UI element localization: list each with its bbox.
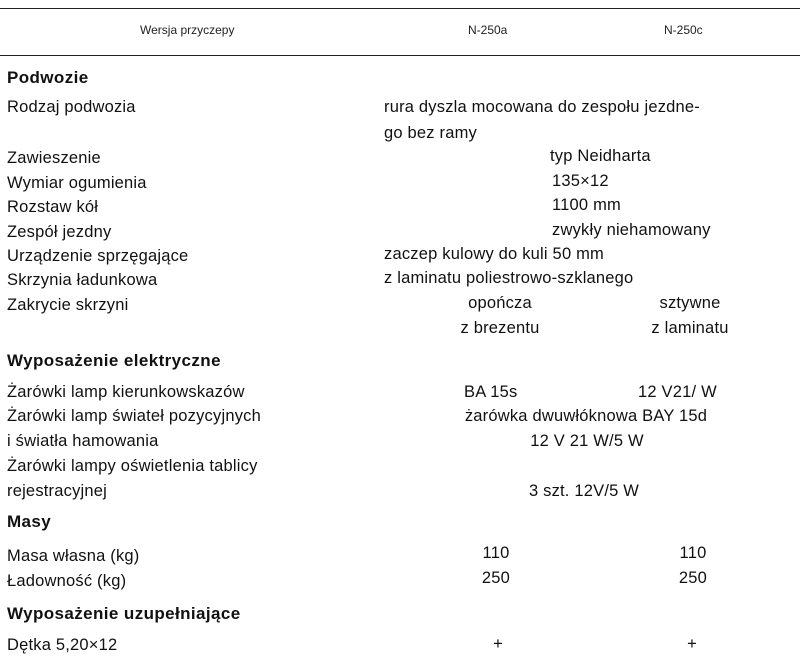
row-value-running-gear: zwykły niehamowany bbox=[552, 221, 711, 239]
row-label-plate-lamp-line1: Żarówki lampy oświetlenia tablicy bbox=[7, 457, 258, 475]
row-label-own-mass: Masa własna (kg) bbox=[7, 547, 140, 565]
header-version-label: Wersja przyczepy bbox=[140, 23, 235, 37]
row-value-cargo-box: z laminatu poliestrowo-szklanego bbox=[384, 269, 634, 287]
row-label-running-gear: Zespół jezdny bbox=[7, 223, 112, 241]
row-label-inner-tube: Dętka 5,20×12 bbox=[7, 636, 118, 654]
section-title-masses: Masy bbox=[7, 512, 52, 531]
row-label-position-bulbs-line2: i światła hamowania bbox=[7, 432, 159, 450]
row-value-payload-n250a: 250 bbox=[481, 569, 511, 587]
row-value-suspension: typ Neidharta bbox=[550, 147, 651, 165]
row-label-chassis-type: Rodzaj podwozia bbox=[7, 98, 136, 116]
row-value-box-cover-n250a-line2: z brezentu bbox=[460, 319, 540, 337]
row-value-tyre-size: 135×12 bbox=[552, 172, 609, 190]
row-value-wheel-track: 1100 mm bbox=[552, 196, 621, 214]
row-label-cargo-box: Skrzynia ładunkowa bbox=[7, 271, 158, 289]
row-label-plate-lamp-line2: rejestracyjnej bbox=[7, 482, 108, 500]
row-value-plate-lamp: 3 szt. 12V/5 W bbox=[528, 482, 640, 500]
row-label-coupling: Urządzenie sprzęgające bbox=[7, 247, 189, 265]
row-value-indicator-bulbs-n250a: BA 15s bbox=[464, 383, 518, 401]
section-title-chassis: Podwozie bbox=[7, 68, 89, 87]
header-col-n250c: N-250c bbox=[664, 23, 703, 37]
section-title-extra-equipment: Wyposażenie uzupełniające bbox=[7, 604, 241, 623]
row-value-position-bulbs-line2: 12 V 21 W/5 W bbox=[530, 432, 644, 450]
header-col-n250a: N-250a bbox=[468, 23, 508, 37]
row-value-own-mass-n250a: 110 bbox=[482, 544, 510, 562]
section-title-electrical: Wyposażenie elektryczne bbox=[7, 351, 221, 370]
row-label-wheel-track: Rozstaw kół bbox=[7, 198, 99, 216]
row-value-box-cover-n250a-line1: opończa bbox=[468, 294, 532, 312]
row-value-own-mass-n250c: 110 bbox=[679, 544, 707, 562]
row-label-box-cover: Zakrycie skrzyni bbox=[7, 296, 129, 314]
row-value-chassis-type-line1: rura dyszla mocowana do zespołu jezdne- bbox=[384, 98, 700, 116]
row-value-position-bulbs-line1: żarówka dwuwłóknowa BAY 15d bbox=[464, 407, 708, 425]
row-value-inner-tube-n250a: + bbox=[493, 635, 503, 653]
top-rule bbox=[0, 8, 800, 9]
row-label-tyre-size: Wymiar ogumienia bbox=[7, 174, 147, 192]
row-value-payload-n250c: 250 bbox=[678, 569, 708, 587]
row-value-indicator-bulbs-n250c: 12 V21/ W bbox=[638, 383, 717, 401]
row-label-position-bulbs-line1: Żarówki lamp świateł pozycyjnych bbox=[7, 407, 261, 425]
row-value-coupling: zaczep kulowy do kuli 50 mm bbox=[384, 245, 604, 263]
row-label-payload: Ładowność (kg) bbox=[7, 572, 127, 590]
row-label-indicator-bulbs: Żarówki lamp kierunkowskazów bbox=[7, 383, 245, 401]
row-value-box-cover-n250c-line2: z laminatu bbox=[651, 319, 729, 337]
row-value-box-cover-n250c-line1: sztywne bbox=[659, 294, 721, 312]
row-label-suspension: Zawieszenie bbox=[7, 149, 101, 167]
header-rule bbox=[0, 55, 800, 56]
row-value-chassis-type-line2: go bez ramy bbox=[384, 124, 477, 142]
row-value-inner-tube-n250c: + bbox=[687, 635, 697, 653]
